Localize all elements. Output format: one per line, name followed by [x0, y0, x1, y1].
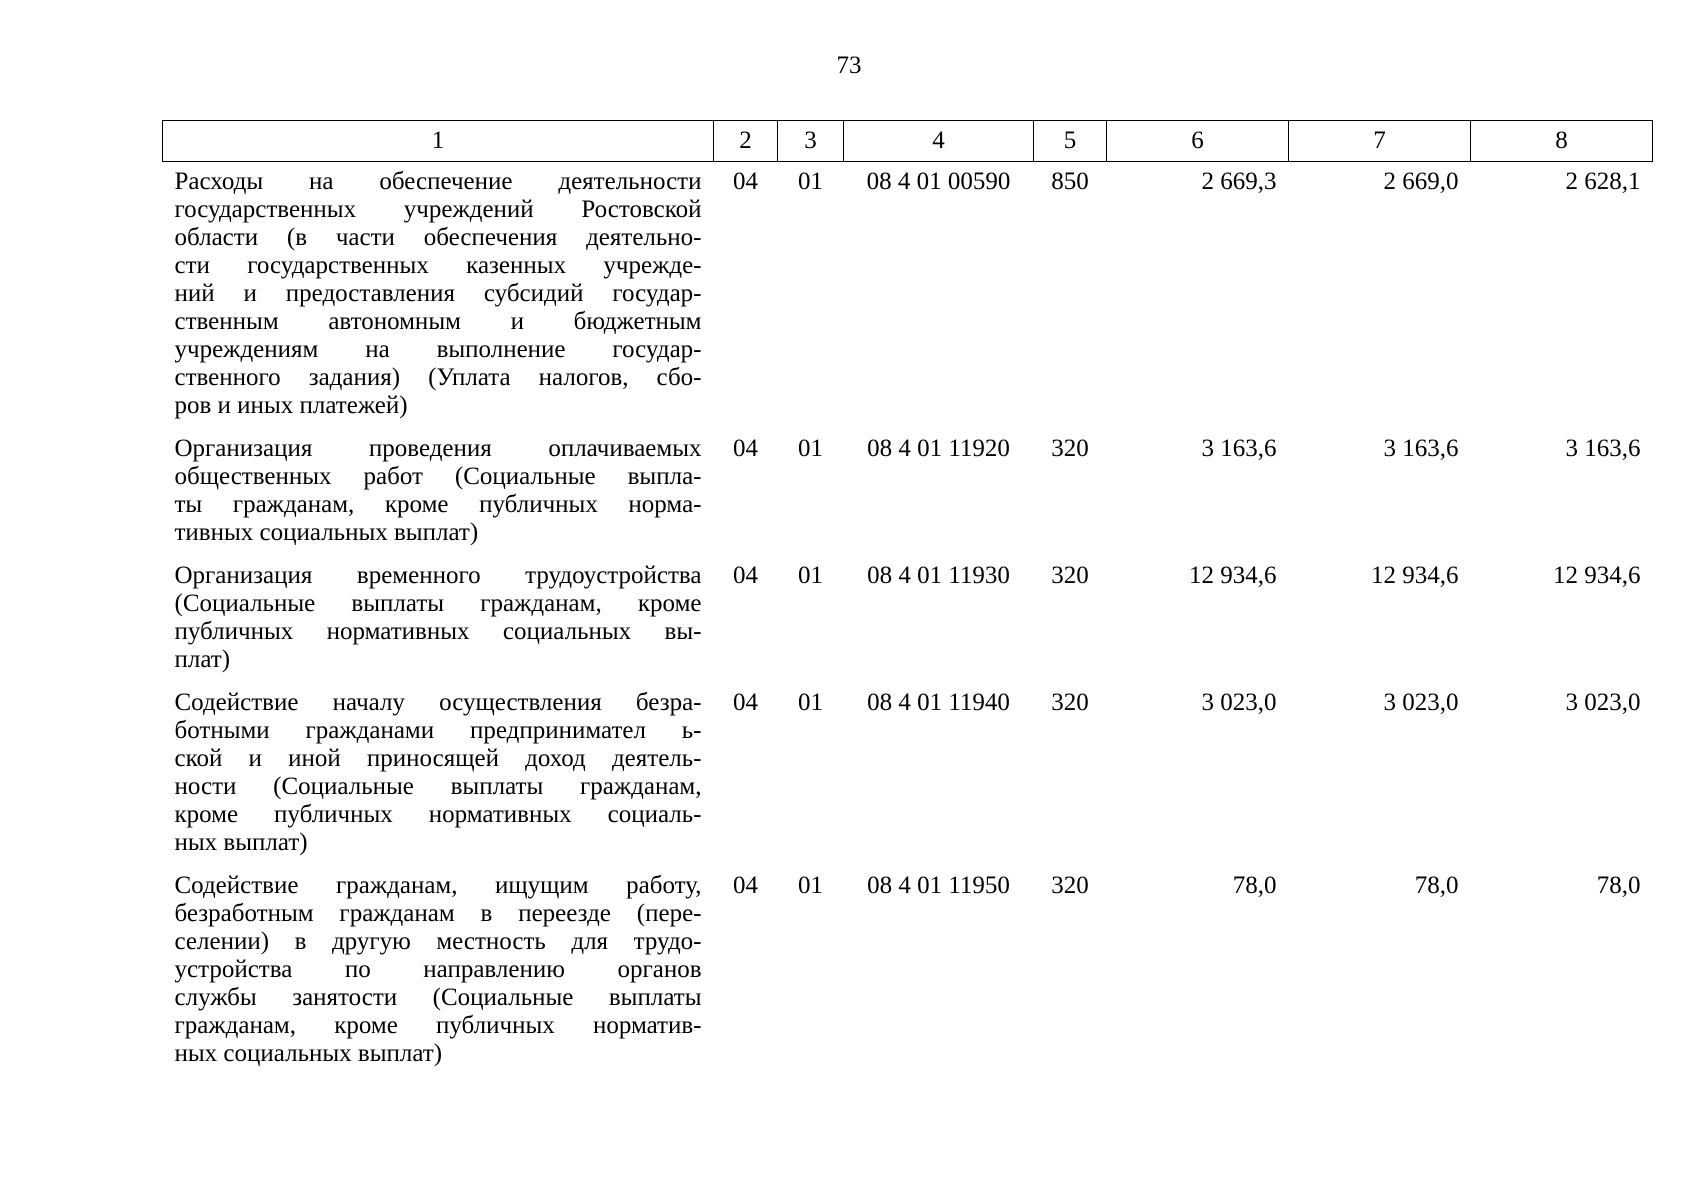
row-name-line: ственным автономным и бюджетным	[174, 308, 702, 335]
amount-col-6-cell: 2 669,3	[1201, 168, 1277, 195]
row-name-line: ботными гражданами предпринимател ь-	[174, 717, 702, 744]
amount-col-7-cell: 3 163,6	[1383, 435, 1459, 462]
row-name-line: тивных социальных выплат)	[174, 519, 479, 546]
section-cell: 04	[733, 168, 758, 195]
expense-type-cell: 850	[1051, 168, 1089, 195]
row-name-cell	[163, 553, 714, 680]
section-cell: 04	[733, 689, 758, 716]
table-row	[163, 680, 1653, 863]
row-name-cell	[163, 426, 714, 553]
page-number: 73	[836, 52, 862, 79]
table-row	[163, 863, 1653, 1074]
table-row	[163, 426, 1653, 553]
row-name-line: общественных работ (Социальные выпла-	[174, 463, 702, 490]
row-name-line: Расходы на обеспечение деятельности	[174, 168, 702, 195]
row-name-line: ты гражданам, кроме публичных норма-	[174, 491, 702, 518]
expense-type-cell: 320	[1051, 562, 1089, 589]
section-cell: 04	[733, 872, 758, 899]
amount-col-7-cell: 3 023,0	[1383, 689, 1459, 716]
subsection-cell: 01	[798, 168, 823, 195]
row-name-line: ственного задания) (Уплата налогов, сбо-	[174, 364, 702, 391]
header-col-7: 7	[1289, 121, 1471, 162]
row-name-line: плат)	[174, 646, 231, 673]
table-row	[163, 162, 1653, 427]
target-article-cell: 08 4 01 11920	[867, 435, 1010, 462]
row-name-line: ров и иных платежей)	[174, 392, 408, 419]
row-name-line: (Социальные выплаты гражданам, кроме	[174, 590, 702, 617]
row-name-line: безработным гражданам в переезде (пере-	[174, 900, 702, 927]
row-name-line: сти государственных казенных учрежде-	[174, 252, 702, 279]
target-article-cell: 08 4 01 00590	[866, 168, 1011, 195]
amount-col-8-cell: 3 163,6	[1565, 435, 1641, 462]
row-name-line: устройства по направлению органов	[174, 956, 702, 983]
row-name-line: ской и иной приносящей доход деятель-	[174, 745, 702, 772]
expense-type-cell: 320	[1051, 872, 1089, 899]
amount-col-8-cell: 2 628,1	[1565, 168, 1641, 195]
header-col-5: 5	[1034, 121, 1107, 162]
row-name-line: Содействие началу осуществления безра-	[174, 689, 702, 716]
amount-col-6-cell: 3 163,6	[1201, 435, 1277, 462]
row-name-line: ности (Социальные выплаты гражданам,	[174, 773, 702, 800]
row-name-line: гражданам, кроме публичных норматив-	[174, 1012, 702, 1039]
row-name-line: учреждениям на выполнение государ-	[174, 336, 702, 363]
header-row	[163, 121, 1653, 162]
amount-col-6-cell: 3 023,0	[1201, 689, 1277, 716]
row-name-cell	[163, 680, 714, 863]
row-name-line: области (в части обеспечения деятельно-	[174, 224, 702, 251]
row-name-cell	[163, 162, 714, 427]
row-name-line: ных выплат)	[174, 829, 308, 856]
header-col-2: 2	[714, 121, 778, 162]
amount-col-7-cell: 78,0	[1414, 872, 1459, 899]
section-cell: 04	[733, 562, 758, 589]
amount-col-7-cell: 2 669,0	[1383, 168, 1459, 195]
amount-col-8-cell: 12 934,6	[1553, 562, 1641, 589]
row-name-line: ний и предоставления субсидий государ-	[174, 280, 702, 307]
target-article-cell: 08 4 01 11940	[867, 689, 1010, 716]
row-name-line: Организация проведения оплачиваемых	[174, 435, 702, 462]
table-row	[163, 553, 1653, 680]
budget-table	[162, 120, 1653, 1074]
expense-type-cell: 320	[1051, 689, 1089, 716]
amount-col-8-cell: 78,0	[1596, 872, 1641, 899]
row-name-line: службы занятости (Социальные выплаты	[174, 984, 702, 1011]
header-col-4: 4	[844, 121, 1034, 162]
amount-col-8-cell: 3 023,0	[1565, 689, 1641, 716]
amount-col-6-cell: 12 934,6	[1189, 562, 1277, 589]
row-name-line: Организация временного трудоустройства	[174, 562, 702, 589]
subsection-cell: 01	[798, 435, 823, 462]
section-cell: 04	[733, 435, 758, 462]
header-col-8: 8	[1471, 121, 1653, 162]
table-body	[163, 162, 1653, 1075]
amount-col-6-cell: 78,0	[1232, 872, 1277, 899]
header-col-6: 6	[1107, 121, 1289, 162]
row-name-line: Содействие гражданам, ищущим работу,	[174, 872, 702, 899]
subsection-cell: 01	[798, 689, 823, 716]
target-article-cell: 08 4 01 11950	[867, 872, 1010, 899]
expense-type-cell: 320	[1051, 435, 1089, 462]
row-name-line: кроме публичных нормативных социаль-	[174, 801, 702, 828]
header-col-3: 3	[778, 121, 844, 162]
subsection-cell: 01	[798, 562, 823, 589]
row-name-line: государственных учреждений Ростовской	[174, 196, 702, 223]
row-name-line: публичных нормативных социальных вы-	[174, 618, 702, 645]
row-name-line: ных социальных выплат)	[174, 1040, 443, 1067]
header-col-1: 1	[163, 121, 714, 162]
amount-col-7-cell: 12 934,6	[1371, 562, 1459, 589]
row-name-cell	[163, 863, 714, 1074]
row-name-line: селении) в другую местность для трудо-	[174, 928, 702, 955]
subsection-cell: 01	[798, 872, 823, 899]
target-article-cell: 08 4 01 11930	[867, 562, 1010, 589]
